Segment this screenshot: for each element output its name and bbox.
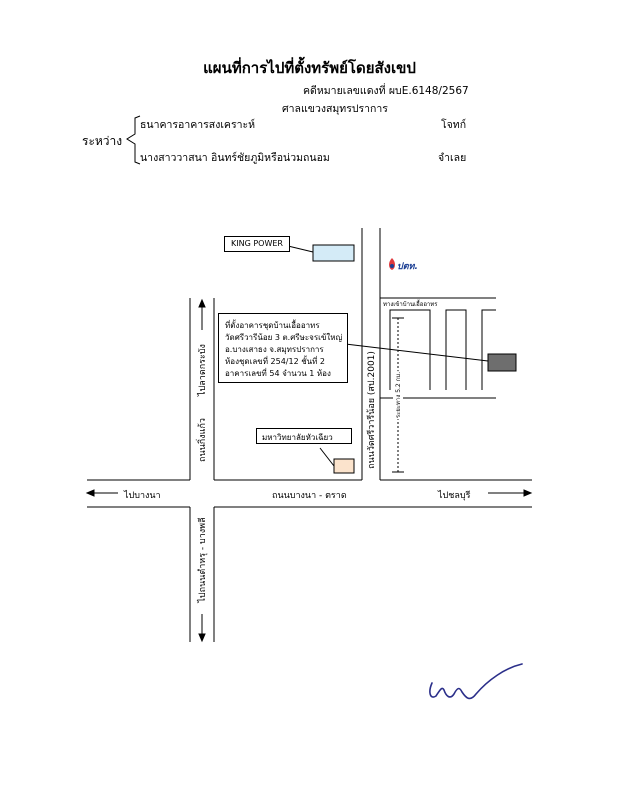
property-line-2: วัดศรีวารีน้อย 3 ต.ศรีษะจรเข้ใหญ่ bbox=[225, 333, 343, 342]
plaintiff-name: ธนาคารอาคารสงเคราะห์ bbox=[140, 119, 256, 131]
to-bangna-label: ไปบางนา bbox=[124, 491, 161, 501]
king-power-label-box bbox=[224, 236, 290, 252]
arrow-right bbox=[524, 490, 531, 496]
property-line-3: อ.บางเสาธง จ.สมุทรปราการ bbox=[225, 345, 324, 354]
university-label-box bbox=[256, 428, 352, 444]
building-block-3 bbox=[482, 310, 496, 390]
property-line-5: อาคารเลขที่ 54 จำนวน 1 ห้อง bbox=[225, 369, 331, 378]
distance-label: ระยะทาง 5.2 กม. bbox=[395, 371, 402, 419]
arrow-up bbox=[199, 300, 205, 307]
to-lat-krabang-label: ไปลาดกระบัง bbox=[198, 344, 208, 396]
ptt-logo-icon bbox=[389, 258, 395, 270]
property-label-box bbox=[218, 313, 348, 383]
property-building bbox=[488, 354, 516, 371]
king-power-building bbox=[313, 245, 354, 261]
to-thanon-bangphli-label: ไปถนนตำหรุ - บางพลี bbox=[198, 517, 208, 603]
property-leader bbox=[337, 343, 488, 361]
king-kaew-road-label: ถนนกิ่งแก้ว bbox=[198, 418, 208, 462]
signature bbox=[430, 664, 522, 698]
king-power-label: KING POWER bbox=[231, 239, 283, 248]
page-title: แผนที่การไปที่ตั้งทรัพย์โดยสังเขป bbox=[203, 59, 416, 77]
between-label: ระหว่าง bbox=[82, 134, 123, 148]
arrow-down bbox=[199, 634, 205, 641]
defendant-role: จำเลย bbox=[438, 152, 467, 164]
plaintiff-role: โจทก์ bbox=[441, 119, 467, 131]
university-building bbox=[334, 459, 354, 473]
entrance-label: ทางเข้าบ้านเอื้ออาทร bbox=[383, 301, 438, 308]
court-name: ศาลแขวงสมุทรปราการ bbox=[282, 103, 388, 115]
property-line-1: ที่ตั้งอาคารชุดบ้านเอื้ออาทร bbox=[225, 321, 320, 330]
defendant-name: นางสาววาสนา อินทร์ชัยภูมิหรือน่วมถนอม bbox=[140, 152, 330, 164]
ptt-label: ปตท. bbox=[397, 262, 418, 272]
case-number: คดีหมายเลขแดงที่ ผบE.6148/2567 bbox=[303, 85, 469, 97]
main-road-label: ถนนบางนา - ตราด bbox=[272, 491, 347, 501]
king-power-leader bbox=[288, 246, 313, 252]
university-leader bbox=[320, 448, 334, 466]
to-chonburi-label: ไปชลบุรี bbox=[438, 491, 471, 501]
building-block-2 bbox=[446, 310, 466, 390]
property-line-4: ห้องชุดเลขที่ 254/12 ชั้นที่ 2 bbox=[225, 357, 326, 366]
wat-road-label: ถนนวัดศรีวารีน้อย (สป.2001) bbox=[367, 351, 377, 469]
university-label: มหาวิทยาลัยหัวเฉียว bbox=[262, 433, 333, 442]
arrow-left bbox=[87, 490, 94, 496]
